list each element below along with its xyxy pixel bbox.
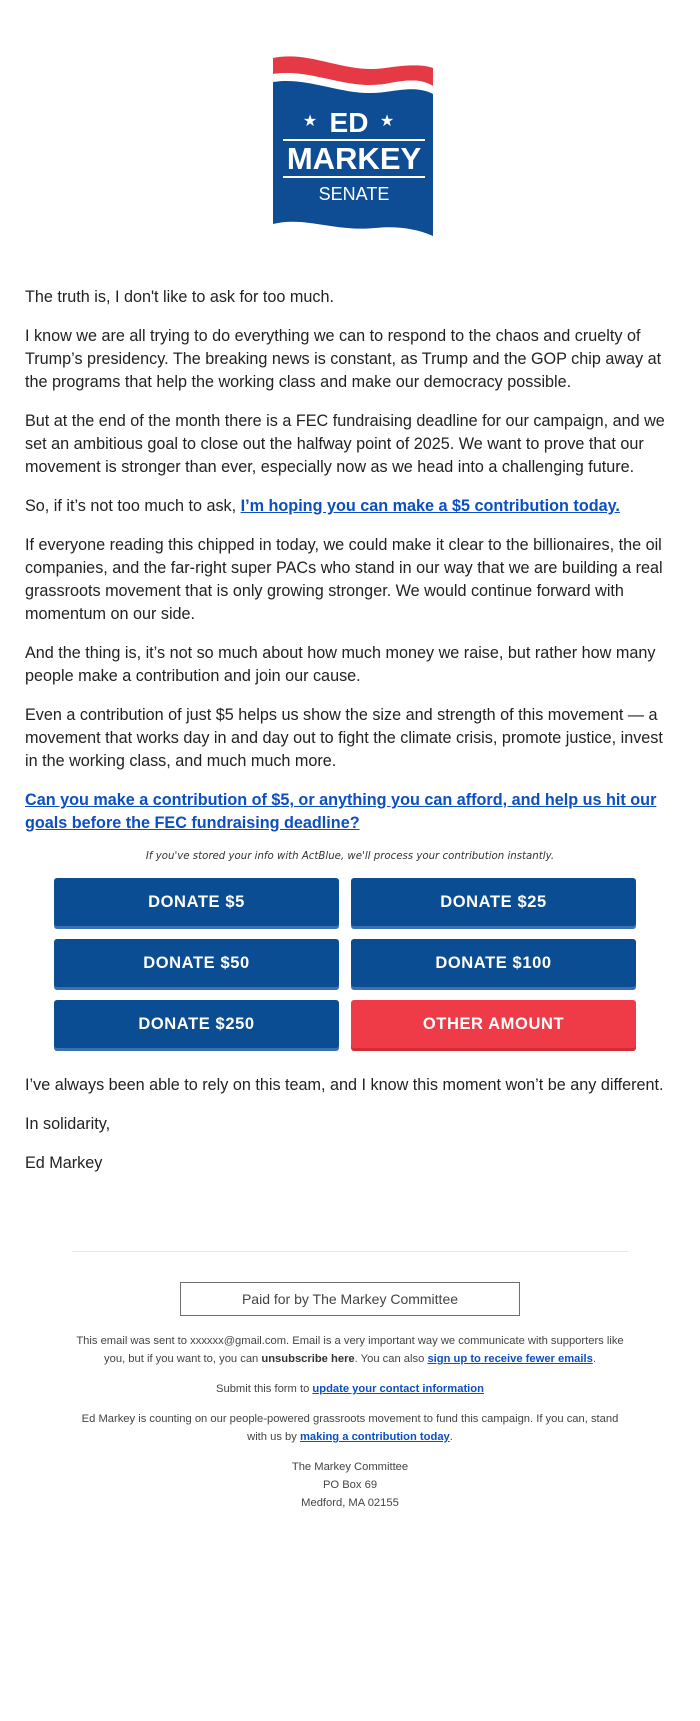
footer	[72, 1332, 628, 1512]
sent-prefix: This email was sent to	[76, 1335, 191, 1347]
donate-50-button[interactable]: DONATE $50	[54, 939, 339, 987]
contribution-link[interactable]: I’m hoping you can make a $5 contribution today.	[240, 497, 620, 515]
counting-prefix: Ed Markey is counting on our people-powered grassroots movement to fund this campaign. If you can, stand with us by	[81, 1413, 619, 1443]
recipient-email: xxxxxx@gmail.com	[190, 1335, 287, 1347]
sent-mid2: . You can also	[354, 1353, 428, 1365]
body-paragraph-4	[25, 495, 675, 518]
other-amount-button[interactable]: OTHER AMOUNT	[351, 1000, 636, 1048]
actblue-note: If you've stored your info with ActBlue, we'll process your contribution instantly.	[145, 851, 555, 862]
logo-line1: ED	[329, 107, 369, 138]
address-line-1: The Markey Committee	[291, 1461, 409, 1473]
mailing-address	[72, 1458, 628, 1512]
unsubscribe-link[interactable]: unsubscribe here	[261, 1353, 355, 1365]
logo-line2: MARKEY	[286, 141, 422, 176]
paid-for-box: Paid for by The Markey Committee	[180, 1282, 520, 1316]
sent-period: .	[592, 1353, 596, 1365]
sign-off: In solidarity,	[25, 1115, 111, 1133]
footer-update-notice	[72, 1380, 628, 1398]
logo-star-right: ★	[379, 111, 395, 130]
donate-5-button[interactable]: DONATE $5	[54, 878, 339, 926]
footer-divider	[72, 1251, 628, 1252]
donate-25-button[interactable]: DONATE $25	[351, 878, 636, 926]
body-paragraph-3: But at the end of the month there is a FEC fundraising deadline for our campaign, and we set an ambitious goal to close out the halfway point of 2025. We want to prove that our movement is stronger than ever, especially now as we head into a challenging future.	[25, 412, 665, 476]
signature: Ed Markey	[25, 1154, 103, 1172]
body-paragraph-5: If everyone reading this chipped in today, we could make it clear to the billionaires, the oil companies, and the far-right super PACs who stand in our way that we are building a real grassroots movement that is only growing stronger. We would continue forward with momentum on our side.	[25, 536, 663, 623]
update-contact-link[interactable]: update your contact information	[312, 1383, 484, 1395]
body-paragraph-1: The truth is, I don't like to ask for too much.	[25, 288, 334, 306]
footer-sent-notice	[72, 1332, 628, 1368]
body-paragraph-4-text: So, if it’s not too much to ask,	[25, 497, 241, 515]
cta-link[interactable]: Can you make a contribution of $5, or anything you can afford, and help us hit our goals before the FEC fundraising deadline?	[25, 791, 657, 832]
donate-250-button[interactable]: DONATE $250	[54, 1000, 339, 1048]
fewer-emails-link[interactable]: sign up to receive fewer emails	[427, 1353, 593, 1365]
donate-buttons-grid	[54, 878, 646, 1048]
update-prefix: Submit this form to	[216, 1383, 313, 1395]
logo-line3: SENATE	[318, 184, 390, 204]
ed-markey-senate-logo	[265, 56, 435, 236]
body-paragraph-7: Even a contribution of just $5 helps us show the size and strength of this movement — a movement that works day in and day out to fight the climate crisis, promote justice, invest in the working class, and much much more.	[25, 706, 663, 770]
email-body	[0, 286, 700, 835]
address-line-2: PO Box 69	[322, 1479, 378, 1491]
logo-star-left: ★	[302, 111, 318, 130]
address-line-3: Medford, MA 02155	[301, 1497, 399, 1509]
body-paragraph-6: And the thing is, it’s not so much about how much money we raise, but rather how many people make a contribution and join our cause.	[25, 644, 656, 685]
closing-paragraph: I’ve always been able to rely on this team, and I know this moment won’t be any different.	[25, 1076, 664, 1094]
body-paragraph-2: I know we are all trying to do everything we can to respond to the chaos and cruelty of Trump’s presidency. The breaking news is constant, as Trump and the GOP chip away at the programs that help the working class and make our democracy possible.	[25, 327, 662, 391]
donate-100-button[interactable]: DONATE $100	[351, 939, 636, 987]
sent-mid: . Email is a very important way we communicate with supporters like you, but if you want to, you can	[104, 1335, 624, 1365]
cta-paragraph	[25, 789, 675, 835]
closing	[0, 1074, 700, 1175]
footer-counting-notice	[72, 1410, 628, 1446]
counting-period: .	[449, 1431, 453, 1443]
making-contribution-link[interactable]: making a contribution today	[299, 1431, 450, 1443]
